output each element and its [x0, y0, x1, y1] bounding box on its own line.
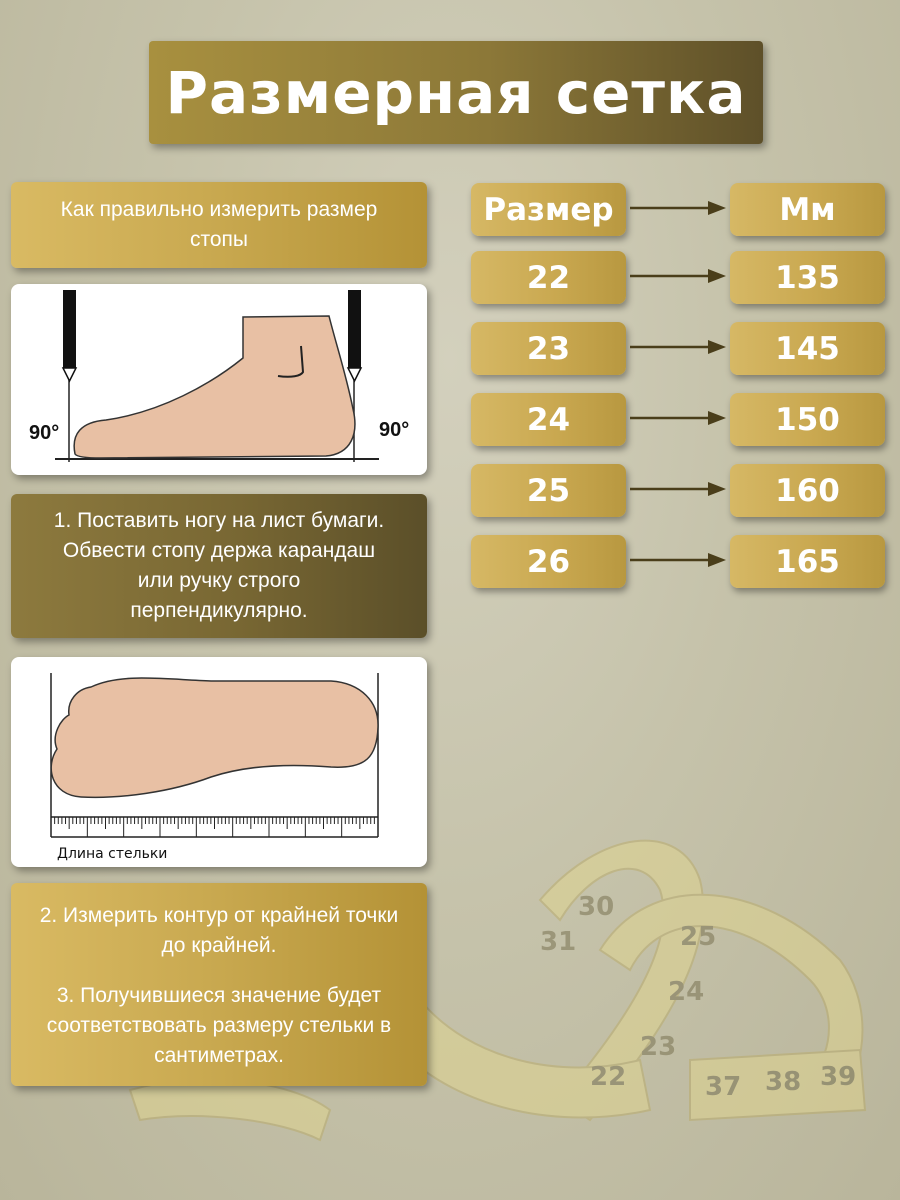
step2-text: 2. Измерить контур от крайней точки до крайней. — [39, 904, 399, 957]
tape-number: 24 — [668, 977, 705, 1007]
arrow-right-icon — [628, 335, 728, 359]
step3-text: 3. Получившиеся значение будет соответствовать размеру стельки в сантиметрах. — [46, 984, 392, 1067]
size-cell: 25 — [471, 464, 626, 517]
page-title: Размерная сетка — [165, 58, 747, 127]
foot-side-shape — [74, 316, 355, 458]
mm-cell: 145 — [730, 322, 885, 375]
mm-cell: 135 — [730, 251, 885, 304]
right-angle-label: 90° — [379, 419, 410, 441]
size-cell: 23 — [471, 322, 626, 375]
how-to-box — [11, 182, 427, 268]
tape-number: 30 — [578, 892, 615, 922]
tape-number: 39 — [820, 1062, 857, 1092]
arrow-right-icon — [628, 477, 728, 501]
title-banner — [149, 41, 763, 144]
arrow-right-icon — [628, 196, 728, 220]
step1-text: 1. Поставить ногу на лист бумаги. Обвести стопу держа карандаш или ручку строго перпендикулярно. — [53, 509, 385, 622]
mm-cell: 160 — [730, 464, 885, 517]
tape-number: 31 — [540, 927, 577, 957]
mm-cell: 165 — [730, 535, 885, 588]
step1-box — [11, 494, 427, 638]
side-view-diagram — [11, 284, 427, 475]
top-view-diagram — [11, 657, 427, 867]
left-angle-label: 90° — [29, 422, 60, 444]
foot-top-shape — [51, 678, 378, 797]
mm-header: Мм — [730, 183, 885, 236]
foot-top-view-illustration — [11, 657, 427, 867]
ruler-label: Длина стельки — [57, 846, 168, 862]
left-pencil-icon — [63, 290, 76, 381]
ruler-icon — [51, 817, 378, 837]
steps-box — [11, 883, 427, 1086]
arrow-right-icon — [628, 406, 728, 430]
mm-cell: 150 — [730, 393, 885, 446]
tape-number: 25 — [680, 922, 717, 952]
size-cell: 22 — [471, 251, 626, 304]
tape-number: 37 — [705, 1072, 742, 1102]
tape-number: 22 — [590, 1062, 627, 1092]
tape-number: 38 — [765, 1067, 802, 1097]
arrow-right-icon — [628, 264, 728, 288]
how-to-text: Как правильно измерить размер стопы — [60, 198, 378, 251]
tape-number: 23 — [640, 1032, 677, 1062]
foot-side-view-illustration — [11, 284, 427, 475]
size-cell: 24 — [471, 393, 626, 446]
arrow-right-icon — [628, 548, 728, 572]
size-cell: 26 — [471, 535, 626, 588]
size-header: Размер — [471, 183, 626, 236]
right-pencil-icon — [348, 290, 361, 381]
